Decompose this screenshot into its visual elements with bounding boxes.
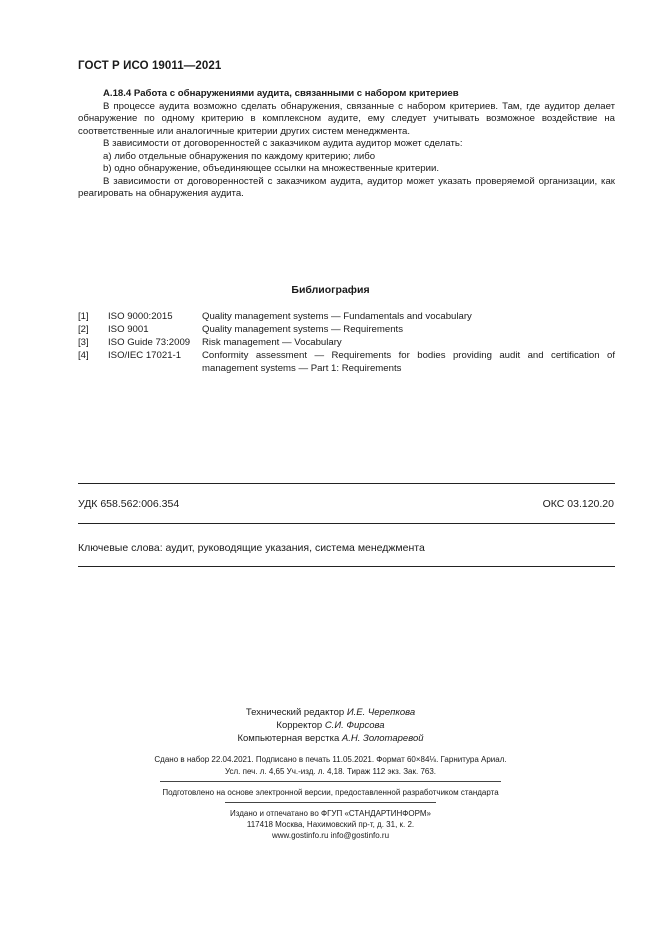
entry-title: Risk management — Vocabulary	[202, 337, 342, 348]
entry-number: [3]	[78, 337, 89, 348]
entry-title: Quality management systems — Requirements	[202, 324, 404, 335]
document-code-header: ГОСТ Р ИСО 19011—2021	[78, 60, 222, 72]
entry-code: ISO 9000:2015	[108, 311, 173, 322]
credit-layout	[0, 732, 661, 745]
divider	[78, 566, 615, 567]
annex-section	[78, 88, 615, 201]
entry-title: Conformity assessment — Requirements for bodies providing audit and certification of management systems — Part 1: Requirements	[202, 350, 615, 374]
publisher: Издано и отпечатано во ФГУП «СТАНДАРТИНФОРМ»	[230, 809, 431, 818]
entry-number: [4]	[78, 350, 89, 361]
bibliography-title: Библиография	[291, 284, 370, 296]
credit-person: И.Е. Черепкова	[346, 707, 416, 718]
divider	[160, 781, 501, 782]
credit-role: Компьютерная верстка	[237, 733, 340, 744]
divider	[78, 523, 615, 524]
imprint-line: Сдано в набор 22.04.2021. Подписано в печать 11.05.2021. Формат 60×84⅛. Гарнитура Ариал.	[154, 755, 507, 764]
credit-tech-editor	[0, 706, 661, 719]
paragraph: В зависимости от договоренностей с заказчиком аудита аудитор может сделать:	[103, 138, 463, 149]
keywords: Ключевые слова: аудит, руководящие указания, система менеджмента	[78, 542, 425, 554]
entry-number: [1]	[78, 311, 89, 322]
credit-person: А.Н. Золотаревой	[341, 733, 424, 744]
paragraph: В зависимости от договоренностей с заказчиком аудита, аудитор может указать проверяемой организации, как реагировать на обнаружения аудита.	[78, 175, 615, 199]
section-title: A.18.4 Работа с обнаружениями аудита, связанными с набором критериев	[103, 88, 459, 99]
udk-code: УДК 658.562:006.354	[78, 498, 180, 510]
paragraph: В процессе аудита возможно сделать обнаружения, связанные с набором критериев. Там, где аудитор делает обнаружение по одному критерию в комплексном аудите, ему следует учитывать возможное воздействие на соответственные или аналогичные критерии других систем менеджмента.	[78, 100, 615, 137]
entry-code: ISO Guide 73:2009	[108, 337, 191, 348]
entry-number: [2]	[78, 324, 89, 335]
divider	[78, 483, 615, 484]
credit-role: Корректор	[276, 720, 323, 731]
oks-code: ОКС 03.120.20	[542, 498, 614, 510]
publisher-contacts: www.gostinfo.ru info@gostinfo.ru	[271, 831, 390, 840]
entry-code: ISO/IEC 17021-1	[108, 350, 182, 361]
list-item: а) либо отдельные обнаружения по каждому критерию; либо	[103, 150, 376, 162]
entry-code: ISO 9001	[108, 324, 149, 335]
credit-corrector	[0, 719, 661, 732]
divider	[225, 802, 436, 803]
imprint-line: Усл. печ. л. 4,65 Уч.-изд. л. 4,18. Тираж 112 экз. Зак. 763.	[224, 767, 437, 776]
publisher-address: 117418 Москва, Нахимовский пр-т, д. 31, к. 2.	[246, 820, 415, 829]
prepared-note: Подготовлено на основе электронной версии, предоставленной разработчиком стандарта	[162, 788, 499, 797]
list-item: b) одно обнаружение, объединяющее ссылки на множественные критерии.	[103, 163, 440, 174]
credit-role: Технический редактор	[245, 707, 345, 718]
credit-person: С.И. Фирсова	[324, 720, 385, 731]
entry-title: Quality management systems — Fundamentals and vocabulary	[202, 311, 472, 322]
